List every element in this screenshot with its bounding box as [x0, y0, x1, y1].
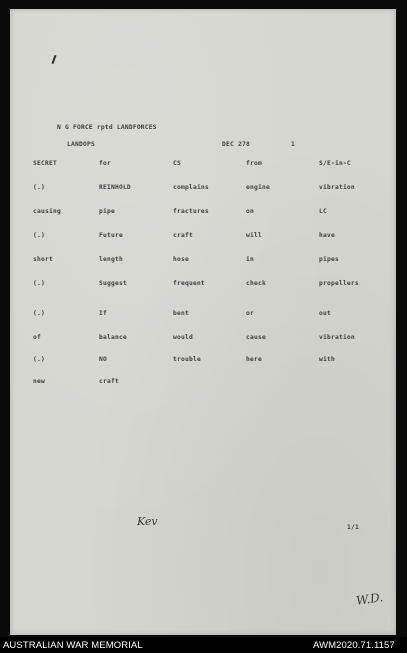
- message-word: engine: [246, 184, 270, 191]
- message-word: Suggest: [99, 280, 127, 287]
- document-sheet: [10, 9, 396, 635]
- message-word: SECRET: [33, 160, 57, 167]
- message-word: here: [246, 356, 262, 363]
- footer-accession-number: AWM2020.71.1157: [313, 640, 395, 651]
- message-word: frequent: [173, 280, 205, 287]
- message-word: in: [246, 256, 254, 263]
- message-word: vibration: [319, 184, 355, 191]
- message-word: NO: [99, 356, 107, 363]
- message-word: check: [246, 280, 266, 287]
- message-word: fractures: [173, 208, 209, 215]
- message-word: from: [246, 160, 262, 167]
- message-word: of: [33, 334, 41, 341]
- message-word: (.): [33, 356, 45, 363]
- message-word: Future: [99, 232, 123, 239]
- message-word: complains: [173, 184, 209, 191]
- message-word: (.): [33, 310, 45, 317]
- message-word: (.): [33, 184, 45, 191]
- message-word: If: [99, 310, 107, 317]
- message-word: craft: [99, 378, 119, 385]
- message-word: hose: [173, 256, 189, 263]
- message-word: pipe: [99, 208, 115, 215]
- message-word: REINHOLD: [99, 184, 131, 191]
- message-word: or: [246, 310, 254, 317]
- message-word: pipes: [319, 256, 339, 263]
- message-word: short: [33, 256, 53, 263]
- message-word: with: [319, 356, 335, 363]
- message-word: bent: [173, 310, 189, 317]
- message-word: craft: [173, 232, 193, 239]
- message-word: (.): [33, 280, 45, 287]
- corner-initials: W.D.: [355, 590, 384, 608]
- message-word: causing: [33, 208, 61, 215]
- message-word: length: [99, 256, 123, 263]
- archive-footer: [0, 637, 407, 653]
- message-word: will: [246, 232, 262, 239]
- address-page: 1: [291, 141, 295, 148]
- message-word: S/E-in-C: [319, 160, 351, 167]
- message-word: have: [319, 232, 335, 239]
- message-word: CS: [173, 160, 181, 167]
- address-serial: DEC 278: [222, 141, 250, 148]
- message-word: (.): [33, 232, 45, 239]
- message-word: balance: [99, 334, 127, 341]
- message-word: would: [173, 334, 193, 341]
- message-word: propellers: [319, 280, 359, 287]
- address-to: LANDOPS: [67, 141, 95, 148]
- message-word: new: [33, 378, 45, 385]
- message-header: N G FORCE rptd LANDFORCES: [57, 124, 157, 131]
- message-word: for: [99, 160, 111, 167]
- message-word: trouble: [173, 356, 201, 363]
- page-number: 1/1: [347, 524, 359, 531]
- message-word: on: [246, 208, 254, 215]
- message-word: vibration: [319, 334, 355, 341]
- message-word: out: [319, 310, 331, 317]
- message-word: LC: [319, 208, 327, 215]
- handwritten-initials: Kev: [137, 515, 158, 528]
- footer-institution: AUSTRALIAN WAR MEMORIAL: [3, 640, 143, 651]
- message-word: cause: [246, 334, 266, 341]
- pen-tick-mark: [52, 55, 57, 64]
